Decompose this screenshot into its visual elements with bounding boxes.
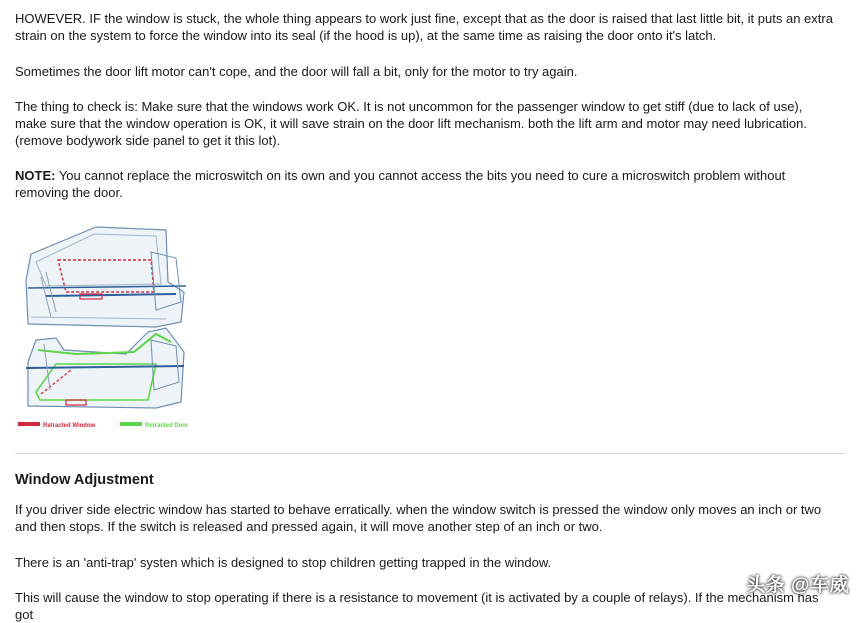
- paragraph-window-stuck: HOWEVER. IF the window is stuck, the whole thing appears to work just fine, except that as the door is raised that last little bit, it puts an extra strain on the system to force the window into its seal (if the hood is up), at the same time as raising the door onto it's latch.: [15, 11, 833, 43]
- diagram-legend: [18, 422, 189, 429]
- legend-swatch-window: [18, 422, 40, 426]
- section-divider: [15, 453, 845, 454]
- paragraph-erratic-window: If you driver side electric window has started to behave erratically. when the window switch is pressed the window only moves an inch or two and then stops. If the switch is released and pressed again, it will move another step of an inch or two.: [15, 502, 822, 534]
- paragraph-check-windows: The thing to check is: Make sure that the windows work OK. It is not uncommon for the passenger window to get stiff (due to lack of use), make sure that the window operation is OK, it will save strain on the door lift mechanism. both the lift arm and motor may need lubrication. (remove bodywork side panel to get it this lot).: [15, 99, 807, 148]
- door-diagram-door-retracted: [26, 328, 184, 408]
- paragraph-anti-trap: There is an 'anti-trap' systen which is designed to stop children getting trapped in the window.: [15, 555, 552, 570]
- note-text: You cannot replace the microswitch on its own and you cannot access the bits you need to cure a microswitch problem without removing the door.: [15, 168, 786, 200]
- legend-label-door: Retracted Door: [145, 423, 189, 429]
- door-mechanism-diagram: [16, 222, 200, 432]
- paragraph-note: [15, 167, 835, 201]
- section-heading: Window Adjustment: [15, 472, 154, 488]
- door-diagram-window-retracted: [26, 227, 186, 327]
- note-label: NOTE:: [15, 168, 56, 183]
- legend-swatch-door: [120, 422, 142, 426]
- paragraph-motor-cope: Sometimes the door lift motor can't cope, and the door will fall a bit, only for the motor to try again.: [15, 64, 578, 79]
- paragraph-resistance: This will cause the window to stop operating if there is a resistance to movement (it is activated by a couple of relays). If the mechanism has got: [15, 590, 819, 622]
- legend-label-window: Retracted Window: [43, 423, 96, 429]
- watermark: 头条 @车威: [746, 575, 849, 596]
